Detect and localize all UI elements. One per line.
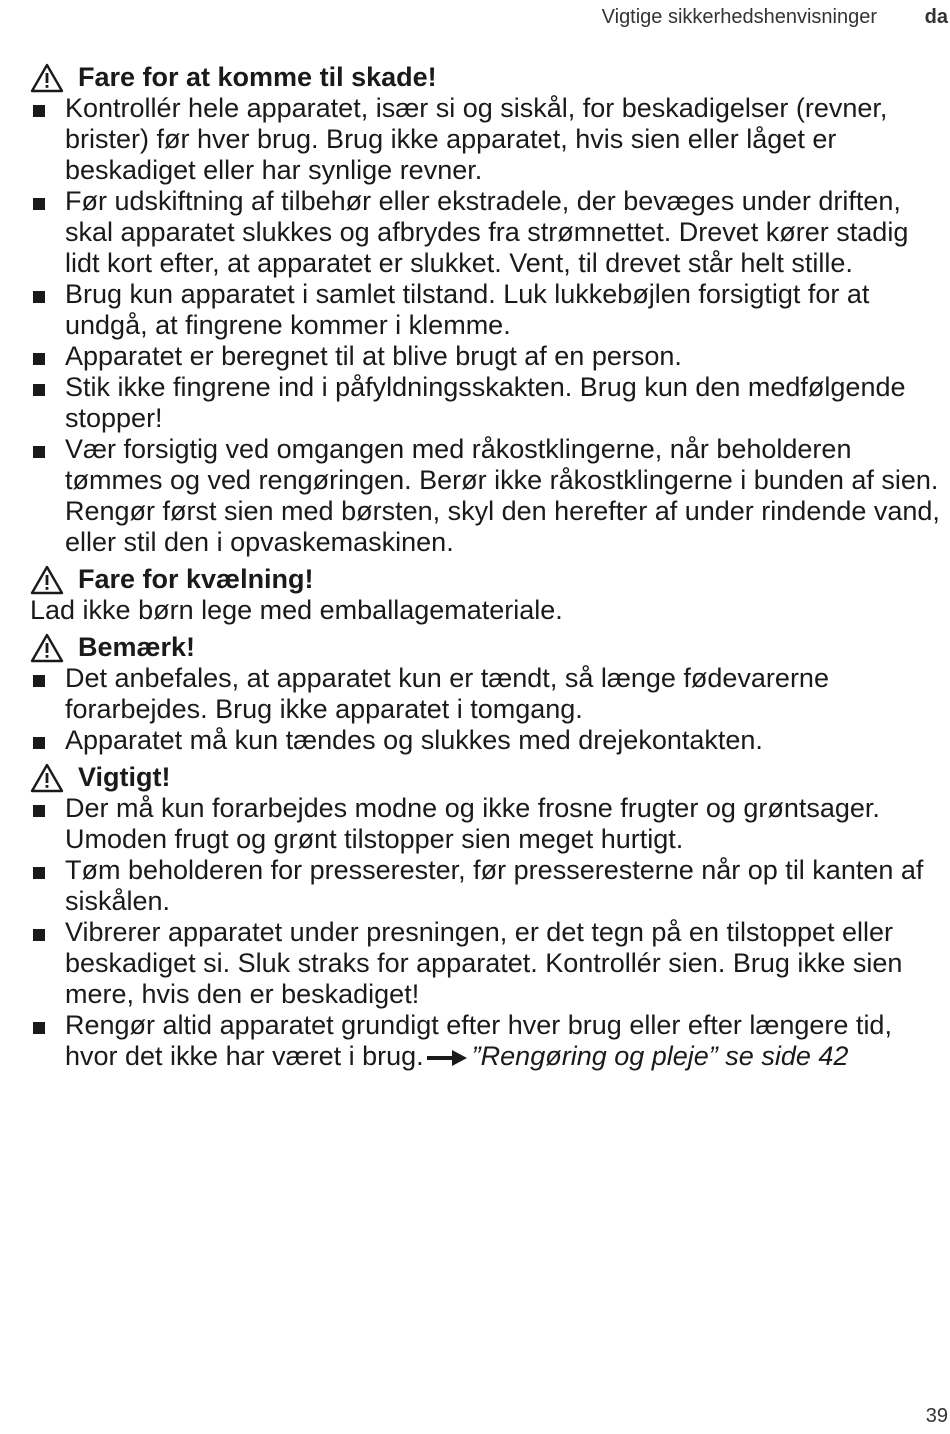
section-heading (30, 632, 946, 663)
square-bullet-icon (33, 353, 45, 365)
language-code: da (924, 6, 948, 28)
warning-triangle-icon (30, 565, 64, 595)
list-item: Stik ikke fingrene ind i påfyldningsskakten. Brug kun den medfølgende stopper! (30, 372, 946, 434)
cross-reference-link[interactable]: ”Rengøring og pleje” se side 42 (471, 1041, 849, 1071)
square-bullet-icon (33, 675, 45, 687)
heading-text: Fare for at komme til skade! (78, 62, 437, 92)
square-bullet-icon (33, 805, 45, 817)
warning-triangle-icon (30, 763, 64, 793)
list-item: Det anbefales, at apparatet kun er tændt, så længe fødevarerne forarbejdes. Brug ikke apparatet i tomgang. (30, 663, 946, 725)
paragraph: Lad ikke børn lege med emballagemateriale. (30, 595, 563, 625)
page-number: 39 (925, 1405, 948, 1427)
square-bullet-icon (33, 198, 45, 210)
list-item: Vibrerer apparatet under presningen, er det tegn på en tilstoppet eller beskadiget si. Sluk straks for apparatet. Kontrollér sien. Brug ikke sien mere, hvis den er beskadiget! (30, 917, 946, 1010)
list-item: Vær forsigtig ved omgangen med råkostklingerne, når beholderen tømmes og ved rengøringen. Berør ikke råkostklingerne i bunden af sien. Rengør først sien med børsten, skyl den herefter af under rindende vand, eller stil den i opvaskemaskinen. (30, 434, 946, 558)
page-content (30, 62, 946, 1078)
section-heading (30, 762, 946, 793)
list-item: Rengør altid apparatet grundigt efter hver brug eller efter længere tid, hvor det ikke har været i brug. ”Rengøring og pleje” se side 42 (30, 1010, 946, 1072)
heading-text: Bemærk! (78, 632, 196, 662)
arrow-right-icon (426, 1049, 468, 1067)
square-bullet-icon (33, 737, 45, 749)
square-bullet-icon (33, 291, 45, 303)
list-item: Apparatet må kun tændes og slukkes med drejekontakten. (30, 725, 946, 756)
warning-triangle-icon (30, 633, 64, 663)
square-bullet-icon (33, 929, 45, 941)
list-item: Før udskiftning af tilbehør eller ekstradele, der bevæges under driften, skal apparatet slukkes og afbrydes fra strømnettet. Drevet kører stadig lidt kort efter, at apparatet er slukket. Vent, til drevet står helt stille. (30, 186, 946, 279)
heading-text: Fare for kvælning! (78, 564, 314, 594)
section-important (30, 762, 946, 1072)
section-injury (30, 62, 946, 558)
square-bullet-icon (33, 867, 45, 879)
list-item: Tøm beholderen for presserester, før presseresterne når op til kanten af siskålen. (30, 855, 946, 917)
list-item: Kontrollér hele apparatet, især si og siskål, for beskadigelser (revner, brister) før hver brug. Brug ikke apparatet, hvis sien eller låget er beskadiget eller har synlige revner. (30, 93, 946, 186)
heading-text: Vigtigt! (78, 762, 171, 792)
warning-triangle-icon (30, 63, 64, 93)
square-bullet-icon (33, 105, 45, 117)
square-bullet-icon (33, 446, 45, 458)
section-suffocation (30, 564, 946, 626)
list-item: Der må kun forarbejdes modne og ikke frosne frugter og grøntsager. Umoden frugt og grønt tilstopper sien meget hurtigt. (30, 793, 946, 855)
bullet-list (30, 663, 946, 756)
bullet-list (30, 793, 946, 1072)
square-bullet-icon (33, 384, 45, 396)
page-header (0, 4, 950, 28)
bullet-list (30, 93, 946, 558)
list-item: Apparatet er beregnet til at blive brugt af en person. (30, 341, 946, 372)
section-heading (30, 62, 946, 93)
section-note (30, 632, 946, 756)
section-heading (30, 564, 946, 595)
square-bullet-icon (33, 1022, 45, 1034)
section-title: Vigtige sikkerhedshenvisninger (601, 6, 877, 28)
list-item: Brug kun apparatet i samlet tilstand. Luk lukkebøjlen forsigtigt for at undgå, at fingrene kommer i klemme. (30, 279, 946, 341)
